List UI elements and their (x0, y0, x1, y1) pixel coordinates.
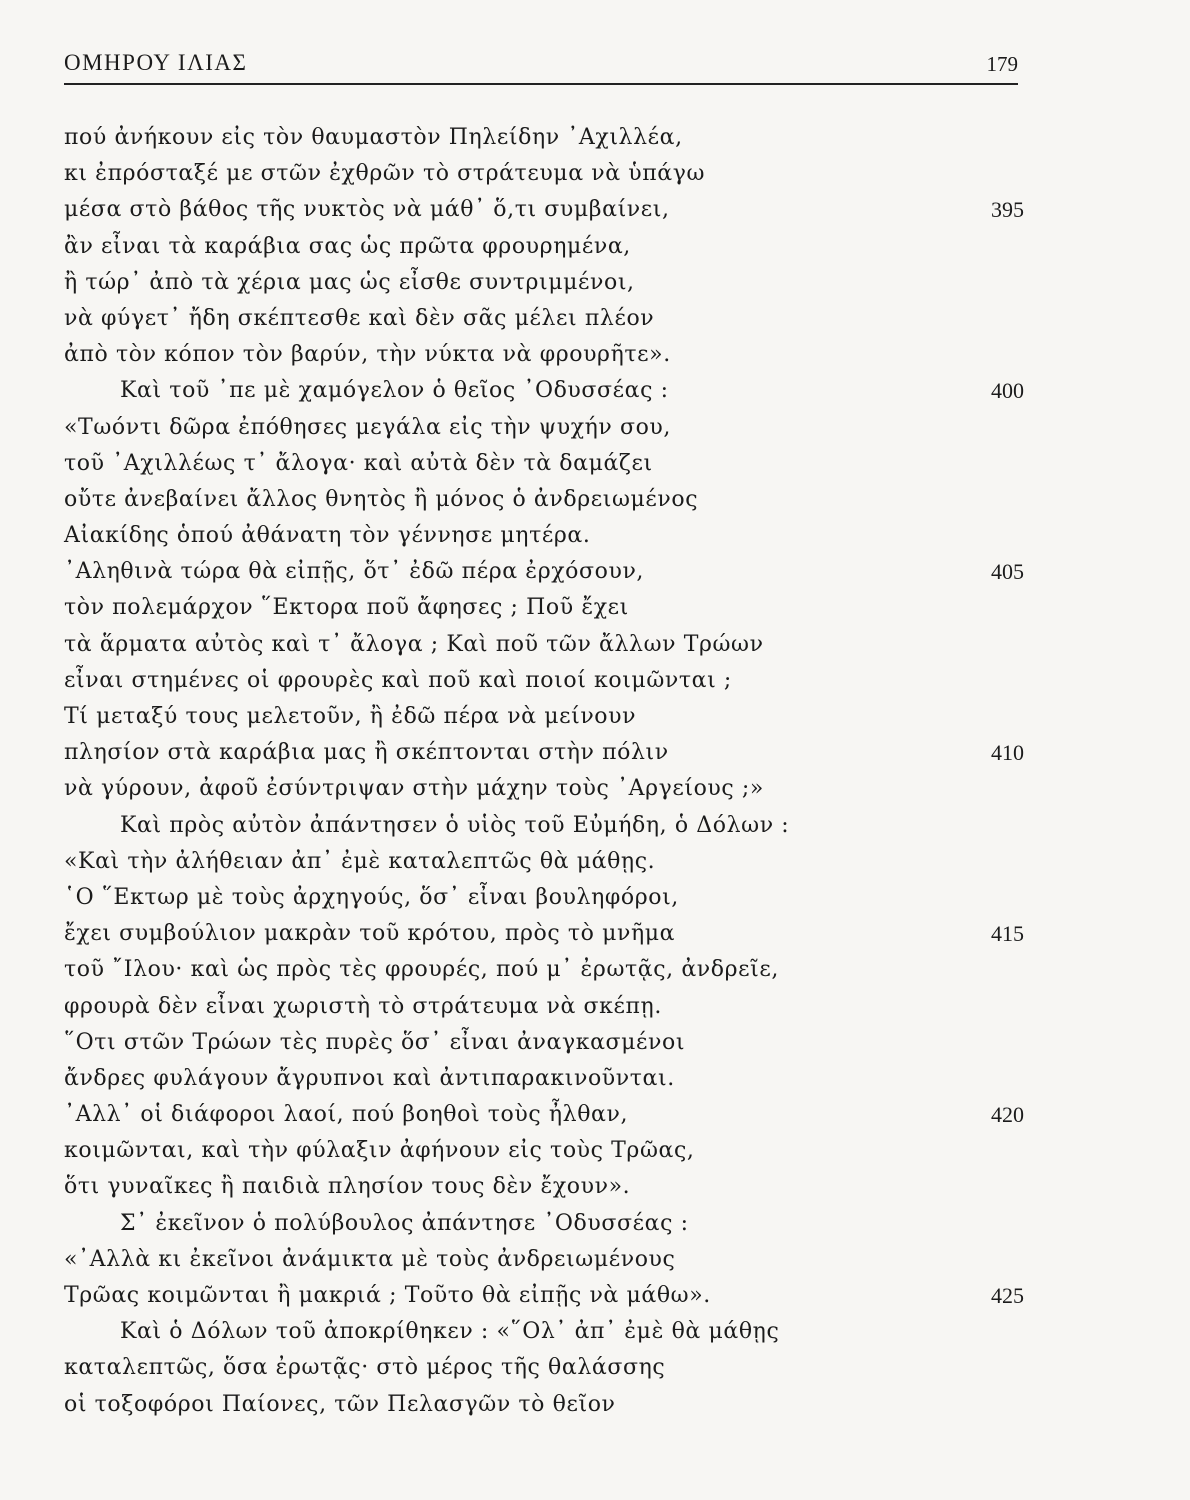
verse-line (64, 1350, 1024, 1386)
line-number: 400 (991, 378, 1024, 404)
verse-line (64, 952, 1024, 988)
verse-text: κι ἐπρόσταξέ με στῶν ἐχθρῶν τὸ στράτευμα νὰ ὑπάγω (64, 161, 706, 187)
line-number: 395 (991, 197, 1024, 223)
verse-text: Τρῶας κοιμῶνται ἢ μακριά ; Τοῦτο θὰ εἰπῇς νὰ μάθω». (64, 1283, 711, 1308)
verse-text: ῾Ο ῞Εκτωρ μὲ τοὺς ἀρχηγούς, ὅσ᾿ εἶναι βουληφόροι, (64, 884, 679, 910)
verse-line (64, 1206, 1024, 1242)
running-title: ΟΜΗΡΟΥ ΙΛΙΑΣ (64, 50, 248, 75)
verse-line (64, 844, 1024, 880)
verse-text: κοιμῶνται, καὶ τὴν φύλαξιν ἀφήνουν εἰς τοὺς Τρῶας, (64, 1138, 695, 1164)
verse-text: ἢ τώρ᾿ ἀπὸ τὰ χέρια μας ὡς εἶσθε συντριμμένοι, (64, 269, 635, 295)
verse-text: νὰ γύρουν, ἀφοῦ ἐσύντριψαν στὴν μάχην τοὺς ᾿Αργείους ;» (64, 776, 764, 802)
verse-text: ἄνδρες φυλάγουν ἄγρυπνοι καὶ ἀντιπαρακινοῦνται. (64, 1065, 675, 1091)
verse-text: τὸν πολεμάρχον ῞Εκτορα ποῦ ἄφησες ; Ποῦ ἔχει (64, 595, 629, 621)
page-header (64, 50, 1018, 86)
verse-text: Καὶ τοῦ ᾿πε μὲ χαμόγελον ὁ θεῖος ᾿Οδυσσέας : (120, 378, 669, 404)
verse-line (64, 446, 1024, 482)
verse-line (64, 590, 1024, 626)
verse-line (64, 735, 1024, 771)
verse-text: Αἰακίδης ὁπού ἀθάνατη τὸν γέννησε μητέρα. (64, 523, 591, 549)
verse-line (64, 373, 1024, 409)
verse-line (64, 1133, 1024, 1169)
verse-line (64, 1025, 1024, 1061)
verse-text: ἔχει συμβούλιον μακρὰν τοῦ κρότου, πρὸς τὸ μνῆμα (64, 921, 676, 947)
verse-text: ᾿Αληθινὰ τώρα θὰ εἰπῇς, ὅτ᾿ ἐδῶ πέρα ἐρχόσουν, (64, 559, 645, 585)
verse-line (64, 1169, 1024, 1205)
line-number: 410 (991, 740, 1024, 766)
verse-line (64, 265, 1024, 301)
verse-text: φρουρὰ δὲν εἶναι χωριστὴ τὸ στράτευμα νὰ σκέπῃ. (64, 993, 662, 1019)
verse-line (64, 410, 1024, 446)
verse-text: Τί μεταξύ τους μελετοῦν, ἢ ἐδῶ πέρα νὰ μείνουν (64, 704, 637, 729)
verse-line (64, 156, 1024, 192)
verse-line (64, 518, 1024, 554)
verse-line (64, 1242, 1024, 1278)
verse-line (64, 663, 1024, 699)
verse-line (64, 1387, 1024, 1423)
verse-text: οἱ τοξοφόροι Παίονες, τῶν Πελασγῶν τὸ θεῖον (64, 1391, 616, 1417)
verse-line (64, 337, 1024, 373)
verse-text: νὰ φύγετ᾿ ἤδη σκέπτεσθε καὶ δὲν σᾶς μέλει πλέον (64, 305, 655, 331)
verse-line (64, 808, 1024, 844)
verse-text: Καὶ ὁ Δόλων τοῦ ἀποκρίθηκεν : «῞Ολ᾿ ἀπ᾿ ἐμὲ θὰ μάθῃς (120, 1319, 780, 1345)
verse-line (64, 1061, 1024, 1097)
verse-line (64, 699, 1024, 735)
line-number: 415 (991, 921, 1024, 947)
verse-text: πού ἀνήκουν εἰς τὸν θαυμαστὸν Πηλείδην ᾿Αχιλλέα, (64, 125, 683, 150)
verse-line (64, 192, 1024, 228)
verse-line (64, 771, 1024, 807)
verse-text: ῞Οτι στῶν Τρώων τὲς πυρὲς ὅσ᾿ εἶναι ἀναγκασμένοι (64, 1029, 686, 1055)
verse-text: μέσα στὸ βάθος τῆς νυκτὸς νὰ μάθ᾿ ὅ,τι συμβαίνει, (64, 197, 670, 223)
verse-text: Καὶ πρὸς αὐτὸν ἀπάντησεν ὁ υἱὸς τοῦ Εὐμήδη, ὁ Δόλων : (120, 812, 790, 838)
verse-text: τοῦ ᾿Αχιλλέως τ᾿ ἄλογα· καὶ αὐτὰ δὲν τὰ δαμάζει (64, 450, 653, 476)
verse-line (64, 554, 1024, 590)
verse-line (64, 1097, 1024, 1133)
verse-text: τὰ ἅρματα αὐτὸς καὶ τ᾿ ἄλογα ; Καὶ ποῦ τῶν ἄλλων Τρώων (64, 631, 764, 657)
verse-line (64, 1314, 1024, 1350)
verse-line (64, 301, 1024, 337)
verse-text: τοῦ ῎Ιλου· καὶ ὡς πρὸς τὲς φρουρές, πού μ᾿ ἐρωτᾷς, ἀνδρεῖε, (64, 957, 779, 983)
verse-line (64, 627, 1024, 663)
verse-text: «Καὶ τὴν ἀλήθειαν ἀπ᾿ ἐμὲ καταλεπτῶς θὰ μάθῃς. (64, 848, 656, 874)
verse-line (64, 1278, 1024, 1314)
page-number: 179 (986, 52, 1018, 76)
verse-line (64, 229, 1024, 265)
verse-line (64, 880, 1024, 916)
verse-text: ἂν εἶναι τὰ καράβια σας ὡς πρῶτα φρουρημένα, (64, 233, 631, 259)
verse-line (64, 120, 1024, 156)
verse-text: «᾿Αλλὰ κι ἐκεῖνοι ἀνάμικτα μὲ τοὺς ἀνδρειωμένους (64, 1246, 676, 1272)
verse-line (64, 916, 1024, 952)
line-number: 420 (991, 1102, 1024, 1128)
verse-text: ὅτι γυναῖκες ἢ παιδιὰ πλησίον τους δὲν ἔχουν». (64, 1174, 631, 1200)
verse-text: εἶναι στημένες οἱ φρουρὲς καὶ ποῦ καὶ ποιοί κοιμῶνται ; (64, 667, 732, 693)
line-number: 405 (991, 559, 1024, 585)
verse-line (64, 989, 1024, 1025)
verse-text: ᾿Αλλ᾿ οἱ διάφοροι λαοί, πού βοηθοὶ τοὺς ἦλθαν, (64, 1102, 629, 1128)
line-number: 425 (991, 1283, 1024, 1308)
verse-line (64, 482, 1024, 518)
verse-text: οὔτε ἀνεβαίνει ἄλλος θνητὸς ἢ μόνος ὁ ἀνδρειωμένος (64, 486, 699, 512)
verse-text: «Τωόντι δῶρα ἐπόθησες μεγάλα εἰς τὴν ψυχήν σου, (64, 414, 671, 440)
verse-text: ἀπὸ τὸν κόπον τὸν βαρύν, τὴν νύκτα νὰ φρουρῆτε». (64, 342, 671, 368)
verse-text: καταλεπτῶς, ὅσα ἐρωτᾷς· στὸ μέρος τῆς θαλάσσης (64, 1355, 666, 1381)
verse-text: πλησίον στὰ καράβια μας ἢ σκέπτονται στὴν πόλιν (64, 740, 669, 766)
verse-block (64, 120, 1024, 1423)
verse-text: Σ᾿ ἐκεῖνον ὁ πολύβουλος ἀπάντησε ᾿Οδυσσέας : (120, 1210, 689, 1236)
header-rule (64, 83, 1018, 85)
